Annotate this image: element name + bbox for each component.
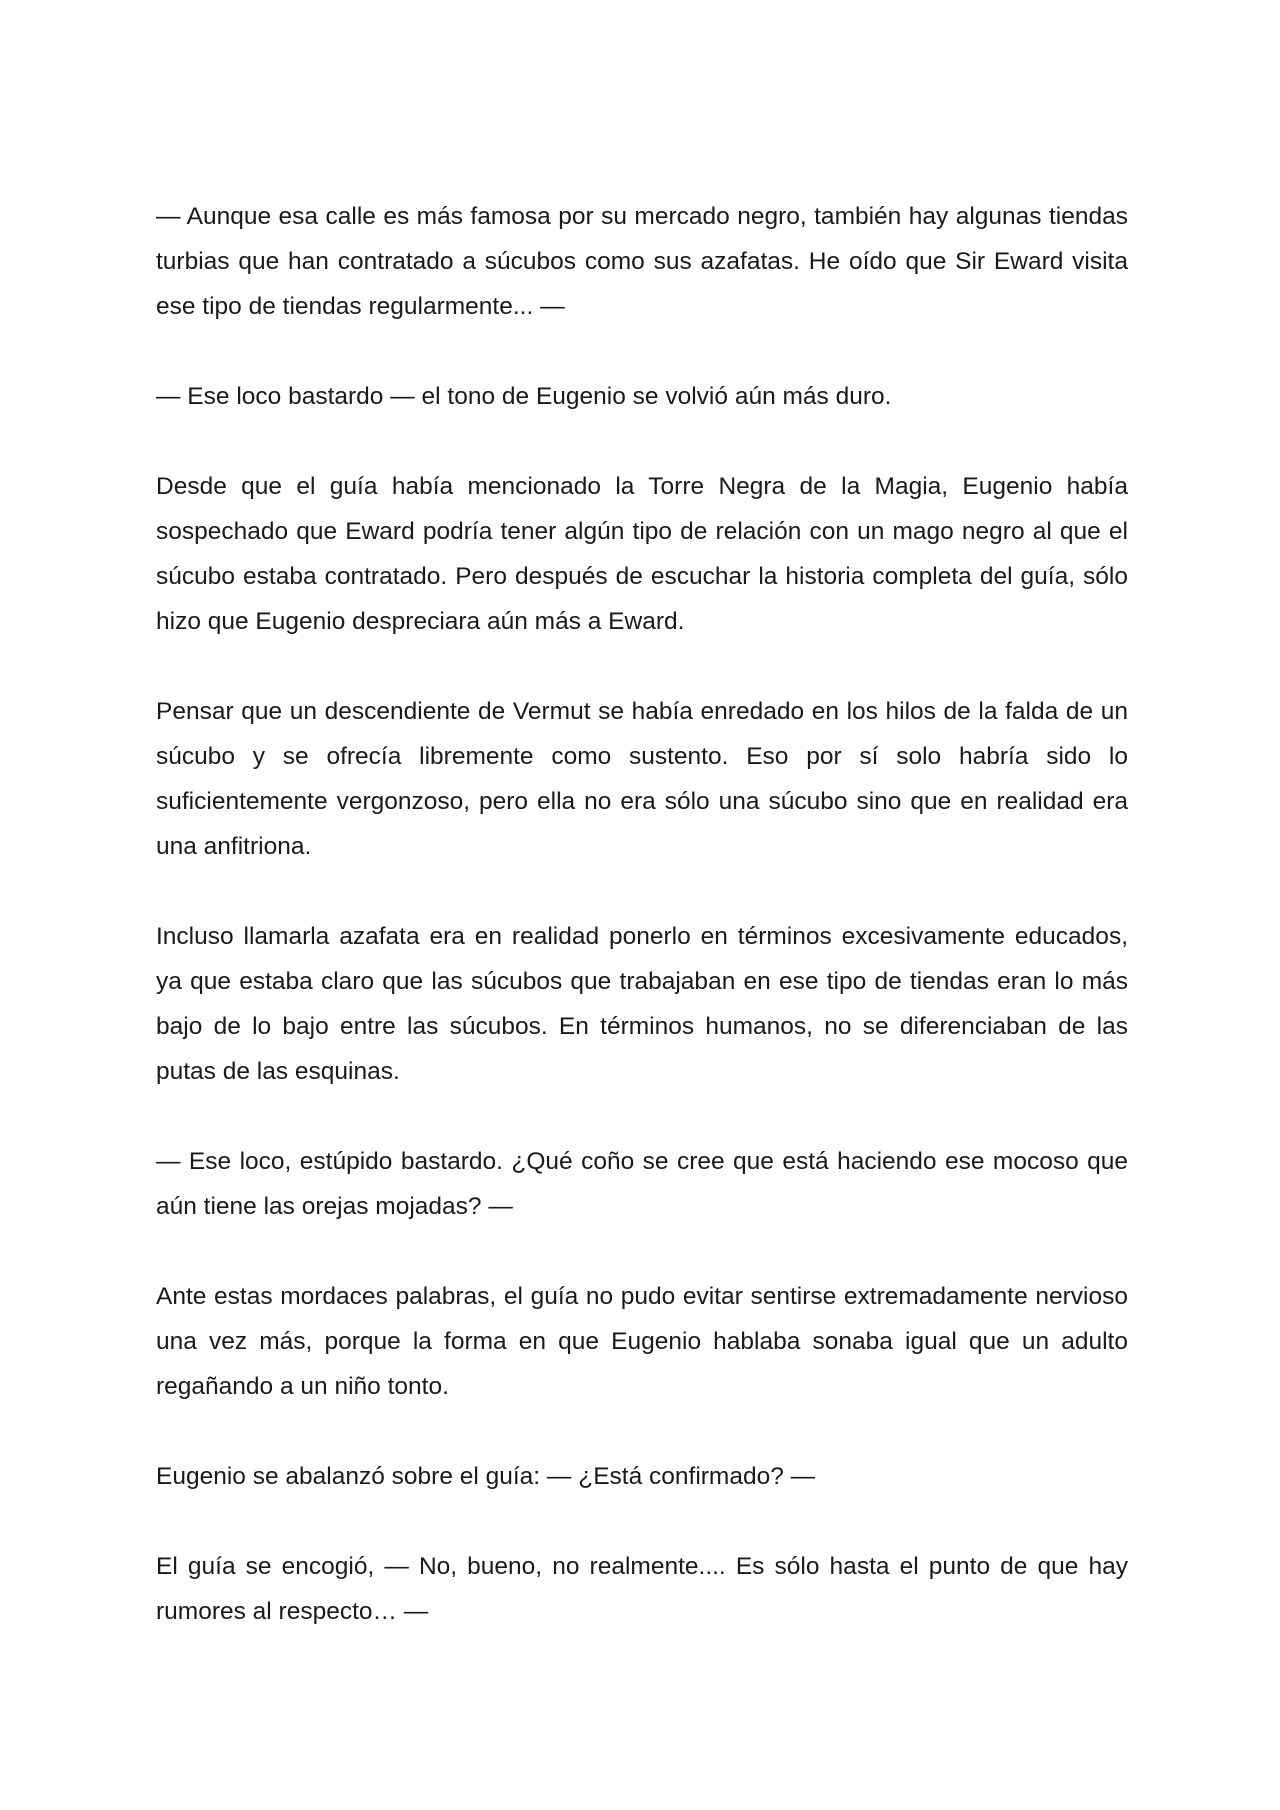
paragraph-7: Ante estas mordaces palabras, el guía no pudo evitar sentirse extremadamente nervioso una vez más, porque la forma en que Eugenio hablaba sonaba igual que un adulto regañando a un niño tonto. — [156, 1283, 1128, 1400]
paragraph-6: — Ese loco, estúpido bastardo. ¿Qué coño se cree que está haciendo ese mocoso que aún tiene las orejas mojadas? — — [156, 1148, 1128, 1220]
paragraph-8: Eugenio se abalanzó sobre el guía: — ¿Está confirmado? — — [156, 1463, 816, 1490]
paragraph-4: Pensar que un descendiente de Vermut se había enredado en los hilos de la falda de un súcubo y se ofrecía libremente como sustento. Eso por sí solo habría sido lo suficientemente vergonzoso, pero ella no era sólo una súcubo sino que en realidad era una anfitriona. — [156, 698, 1128, 860]
paragraph-1: — Aunque esa calle es más famosa por su mercado negro, también hay algunas tiendas turbias que han contratado a súcubos como sus azafatas. He oído que Sir Eward visita ese tipo de tiendas regularmente... — — [156, 203, 1128, 320]
paragraph-3: Desde que el guía había mencionado la Torre Negra de la Magia, Eugenio había sospechado que Eward podría tener algún tipo de relación con un mago negro al que el súcubo estaba contratado. Pero después de escuchar la historia completa del guía, sólo hizo que Eugenio despreciara aún más a Eward. — [156, 473, 1128, 635]
paragraph-5: Incluso llamarla azafata era en realidad ponerlo en términos excesivamente educados, ya que estaba claro que las súcubos que trabajaban en ese tipo de tiendas eran lo más bajo de lo bajo entre las súcubos. En términos humanos, no se diferenciaban de las putas de las esquinas. — [156, 923, 1128, 1085]
document-body — [156, 194, 1128, 1679]
paragraph-2: — Ese loco bastardo — el tono de Eugenio se volvió aún más duro. — [156, 383, 892, 410]
paragraph-9: El guía se encogió, — No, bueno, no realmente.... Es sólo hasta el punto de que hay rumores al respecto… — — [156, 1553, 1128, 1625]
